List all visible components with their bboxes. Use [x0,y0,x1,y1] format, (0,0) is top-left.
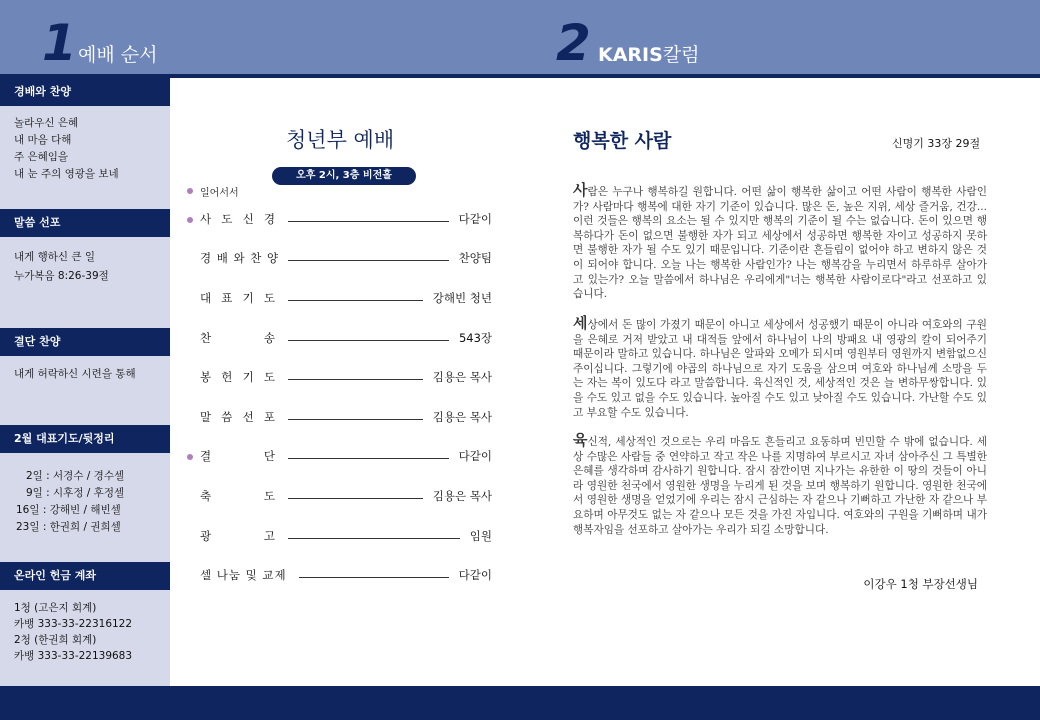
account-number: 카뱅 333-33-22139683 [14,650,133,662]
order-row [200,290,492,310]
drop-cap: 육 [573,431,588,449]
order-item-leader: 찬양팀 [458,251,492,265]
leader-line [288,340,449,341]
prayer-row: 16일 : 강해빈 / 해빈셀 [16,504,121,516]
praise-song: 내 눈 주의 영광을 보네 [14,168,119,180]
paragraph-text: 신적, 세상적인 것으로는 우리 마음도 흔들리고 요동하며 빈민할 수 밖에 없습니다. 세상 수많은 사람들 중 연약하고 작고 작은 나를 지명하여 부르시고 자녀 삼아주신 그 특별한 은혜를 생각하며 감사하기 원합니다. 잠시 잠깐이면 지나가는 유한한 이 땅의 것들이 아니라 영원한 천국에서 영원한 생명을 누리게 된 것을 보며 행복하기 원합니다. 영원한 천국에서 영원한 생명을 얻었기에 우리는 잠시 근심하는 자 같으나 기뻐하고 가난한 자 같으나 부요하며 아무것도 없는 자 같으나 모든 것을 가진 자입니다. 여호와의 구원을 기뻐하며 내가 행복자임을 선포하고 살아가는 우리가 되길 소망합니다. [573,436,987,536]
order-item-name: 봉 헌 기 도 [200,370,276,384]
prayer-heading: 2월 대표기도/뒷정리 [0,425,170,453]
prayer-schedule [16,468,124,536]
leader-line [288,379,423,380]
leader-line [288,458,449,459]
account-holder: 1청 (고은지 회계) [14,602,97,614]
prayer-row: 2일 : 서경수 / 경수셀 [26,470,125,482]
order-row [200,448,492,468]
account-holder: 2청 (한권희 회계) [14,634,97,646]
standing-dot-icon [187,217,193,223]
order-item-name: 대 표 기 도 [200,291,276,305]
order-row [200,567,492,587]
column-author: 이강우 1청 부장선생님 [863,577,978,591]
order-item-leader: 다같이 [458,212,492,226]
offering-accounts [14,600,132,664]
paragraph-text: 상에서 돈 많이 가졌기 때문이 아니고 세상에서 성공했기 때문이 아니라 여호와의 구원을 은혜로 거저 받았고 내 대적들 앞에서 하나님이 나의 방패요 내 영광의 칼이 되어주기 때문이라 말하고 있습니다. 하나님은 알파와 오메가 되시며 영원부터 영원까지 변함없으신 주이십니다. 그렇기에 야곱의 하나님으로 자기 도움을 삼으며 여호와 하나님께 소망을 두는 자는 복이 있도다 라고 말씀합니다. 육신적인 것, 세상적인 것은 늘 변하무쌍합니다. 있을 수도 있고 없을 수도 있습니다. 높아질 수도 있고 낮아질 수도 있습니다. 가난할 수도 있고 부요할 수도 있습니다. [573,319,987,419]
praise-song: 주 은혜임을 [14,151,69,163]
section-2-number: 2 [556,14,591,72]
section-1-title: 예배 순서 [78,44,158,66]
standing-legend: 일어서서 [200,188,239,199]
order-item-leader: 김용은 목사 [432,489,492,503]
offering-heading: 온라인 헌금 계좌 [0,562,170,590]
section-1-number: 1 [42,14,77,72]
order-item-name: 결 단 [200,449,276,463]
order-row [200,330,492,350]
leader-line [288,498,423,499]
section-2-title [598,40,700,67]
sermon-title: 내게 행하신 큰 일 [14,251,96,263]
karis-brand: KARIS [598,44,663,66]
order-item-leader: 임원 [469,529,492,543]
decision-heading: 결단 찬양 [0,328,170,356]
order-item-leader: 543장 [458,331,492,345]
service-time-badge: 오후 2시, 3층 비전홀 [272,167,416,185]
order-item-name: 경 배 와 찬 양 [200,251,280,265]
column-paragraph [573,183,987,302]
order-item-leader: 김용은 목사 [432,370,492,384]
account-number: 카뱅 333-33-22316122 [14,618,133,630]
sermon-scripture: 누가복음 8:26-39절 [14,270,109,282]
praise-song-list [14,115,119,183]
standing-dot-icon [187,188,193,194]
sermon-info [14,248,109,286]
praise-song: 내 마음 다해 [14,134,72,146]
section-2-title-rest: 칼럼 [662,44,700,66]
order-row [200,409,492,429]
leader-line [288,300,423,301]
order-row [200,369,492,389]
order-item-leader: 강해빈 청년 [432,291,492,305]
leader-line [288,260,449,261]
sermon-heading: 말씀 선포 [0,209,170,237]
service-title: 청년부 예배 [286,128,395,152]
standing-dot-icon [187,454,193,460]
worship-praise-heading: 경배와 찬양 [0,78,170,106]
column-paragraph [573,316,987,420]
sidebar [0,78,170,686]
paragraph-text: 람은 누구나 행복하길 원합니다. 어떤 삶이 행복한 삶이고 어떤 사람이 행복한 사람인가? 사람마다 행복에 대한 자기 기준이 있습니다. 많은 돈, 높은 지위, 세상 즐거움, 건강... 이런 것들은 행복의 요소는 될 수 있지만 행복의 기준이 될 수는 없습니다. 돈이 있으면 행복하다가 돈이 없으면 불행한 자가 되고 세상에서 성공하면 행복한 자이고 성공하지 못하면 불행한 자가 될 수도 있기 때문입니다. 기준이란 흔들림이 없어야 하고 변하지 않은 것이 되어야 합니다. 오늘 나는 행복한 사람인가? 나는 행복감을 누리면서 하루하루 살아가고 있는가? 오늘 말씀에서 하나님은 우리에게"너는 행복한 사람이로다"라고 선포하고 있습니다. [573,186,987,301]
order-item-leader: 다같이 [458,449,492,463]
decision-song: 내게 허락하신 시련을 통해 [14,368,136,380]
prayer-row: 9일 : 시후정 / 후정셀 [26,487,125,499]
leader-line [299,577,449,578]
order-item-name: 사 도 신 경 [200,212,276,226]
order-item-name: 찬 송 [200,331,276,345]
leader-line [288,221,449,222]
order-row [200,211,492,231]
column-title: 행복한 사람 [573,130,672,152]
drop-cap: 사 [573,181,588,199]
leader-line [288,538,460,539]
prayer-row: 23일 : 한권희 / 권희셀 [16,521,121,533]
order-item-leader: 김용은 목사 [432,410,492,424]
leader-line [288,419,423,420]
order-row [200,250,492,270]
order-item-name: 말 씀 선 포 [200,410,276,424]
drop-cap: 세 [573,314,588,332]
column-reference: 신명기 33장 29절 [892,137,981,150]
order-row [200,488,492,508]
order-item-name: 축 도 [200,489,276,503]
order-item-name: 셀 나눔 및 교제 [200,568,287,582]
order-row [200,528,492,548]
order-item-leader: 다같이 [458,568,492,582]
bottom-bar [0,686,1040,720]
order-item-name: 광 고 [200,529,276,543]
column-paragraph [573,433,987,537]
praise-song: 놀라우신 은혜 [14,117,79,129]
